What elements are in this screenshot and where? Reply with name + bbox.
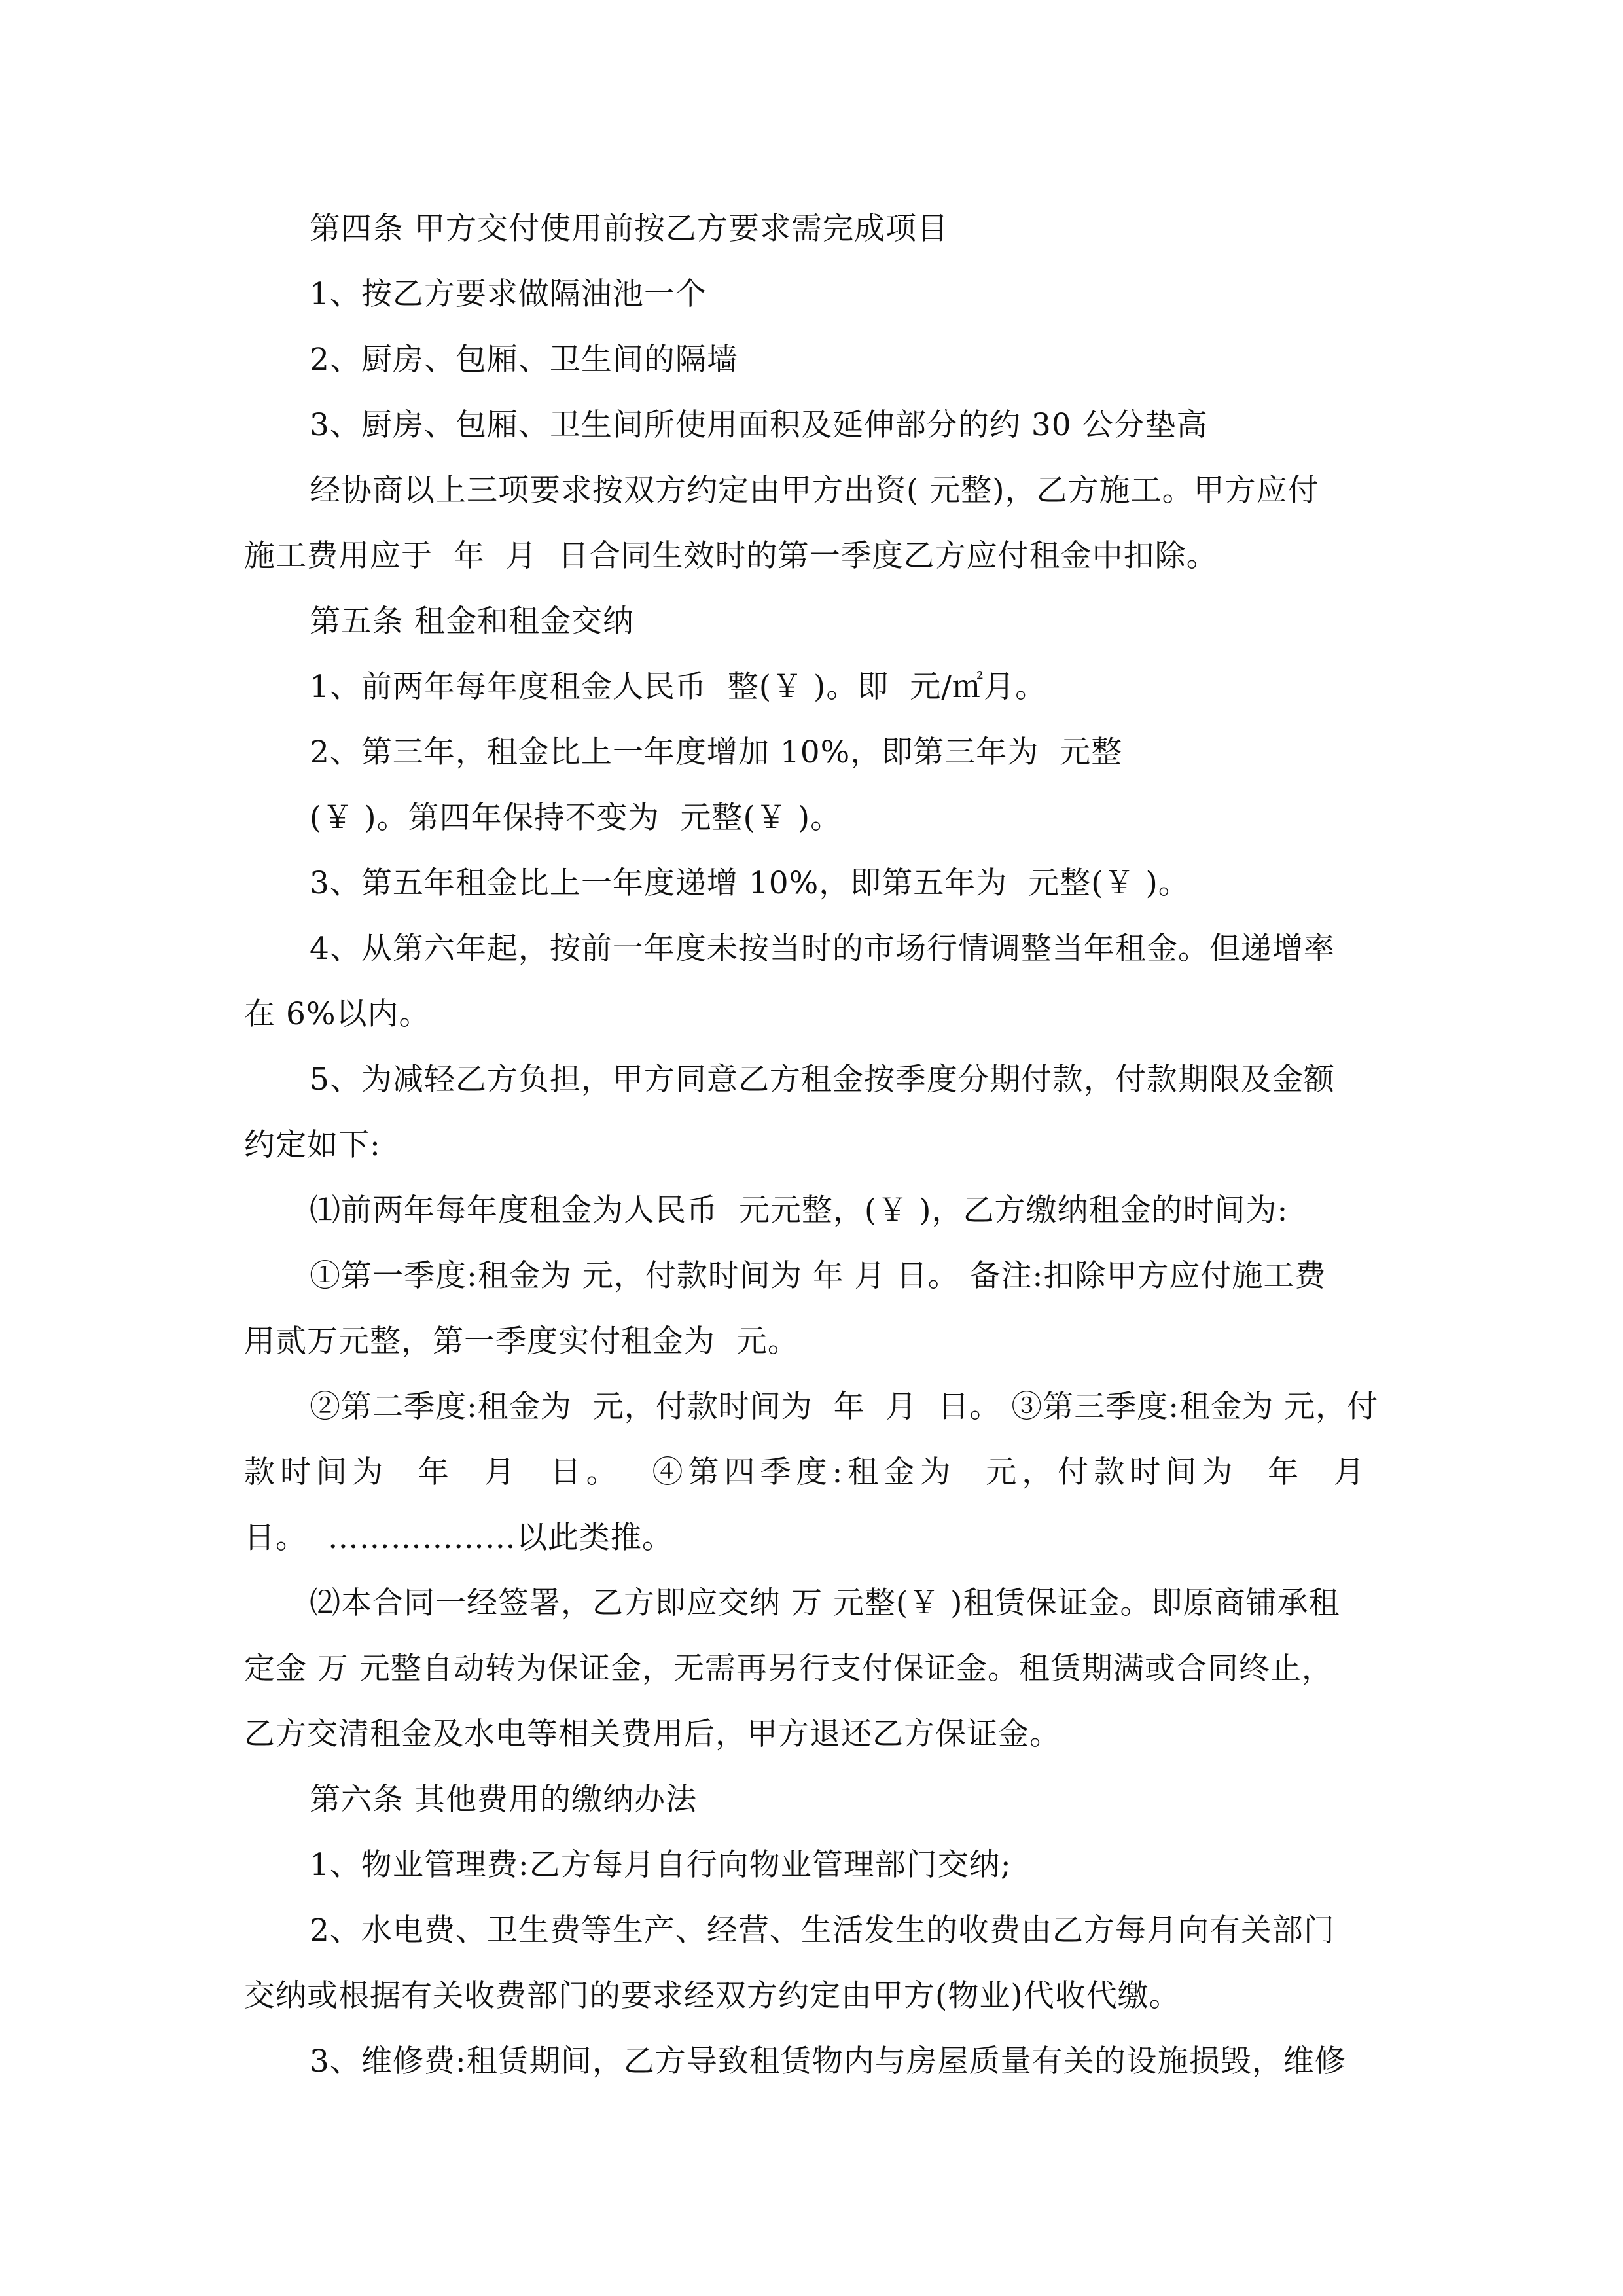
text-line: 2、第三年，租金比上一年度增加 10%，即第三年为 元整 bbox=[310, 734, 1123, 770]
document-body bbox=[244, 196, 1422, 2094]
text-line: 3、维修费:租赁期间，乙方导致租赁物内与房屋质量有关的设施损毁，维修 bbox=[310, 2043, 1346, 2079]
text-line: 施工费用应于 年 月 日合同生效时的第一季度乙方应付租金中扣除。 bbox=[244, 538, 1218, 574]
text-line: 3、厨房、包厢、卫生间所使用面积及延伸部分的约 30 公分垫高 bbox=[310, 407, 1208, 443]
text-line: 乙方交清租金及水电等相关费用后，甲方退还乙方保证金。 bbox=[244, 1716, 1061, 1752]
text-line: 款时间为 年 月 日。 ④第四季度:租金为 元，付款时间为 年 月 bbox=[244, 1454, 1370, 1490]
text-line: ②第二季度:租金为 元，付款时间为 年 月 日。 ③第三季度:租金为 元，付 bbox=[310, 1389, 1379, 1425]
text-line: ⑴前两年每年度租金为人民币 元元整，(￥ )，乙方缴纳租金的时间为: bbox=[310, 1193, 1289, 1229]
text-line: ①第一季度:租金为 元，付款时间为 年 月 日。 备注:扣除甲方应付施工费 bbox=[310, 1258, 1327, 1294]
text-line: 1、按乙方要求做隔油池一个 bbox=[310, 276, 707, 312]
text-line: 3、第五年租金比上一年度递增 10%，即第五年为 元整(￥ )。 bbox=[310, 865, 1190, 901]
text-line: 定金 万 元整自动转为保证金，无需再另行支付保证金。租赁期满或合同终止， bbox=[244, 1651, 1333, 1687]
text-line: 第五条 租金和租金交纳 bbox=[310, 603, 634, 639]
text-line: 交纳或根据有关收费部门的要求经双方约定由甲方(物业)代收代缴。 bbox=[244, 1978, 1181, 2014]
text-line: ⑵本合同一经签署，乙方即应交纳 万 元整(￥ )租赁保证金。即原商铺承租 bbox=[310, 1585, 1340, 1621]
text-line: 1、前两年每年度租金人民币 整(￥ )。即 元/㎡月。 bbox=[310, 669, 1047, 705]
text-line: 第四条 甲方交付使用前按乙方要求需完成项目 bbox=[310, 211, 948, 247]
text-line: 用贰万元整，第一季度实付租金为 元。 bbox=[244, 1323, 799, 1359]
text-line: 2、水电费、卫生费等生产、经营、生活发生的收费由乙方每月向有关部门 bbox=[310, 1912, 1335, 1948]
text-line: 第六条 其他费用的缴纳办法 bbox=[310, 1782, 697, 1818]
text-line: 日。 ………………以此类推。 bbox=[244, 1520, 673, 1556]
text-line: 1、物业管理费:乙方每月自行向物业管理部门交纳; bbox=[310, 1847, 1012, 1883]
text-line: 经协商以上三项要求按双方约定由甲方出资( 元整)，乙方施工。甲方应付 bbox=[310, 473, 1319, 509]
text-line: (￥ )。第四年保持不变为 元整(￥ )。 bbox=[310, 800, 842, 836]
text-line: 在 6%以内。 bbox=[244, 996, 431, 1032]
text-line: 2、厨房、包厢、卫生间的隔墙 bbox=[310, 342, 738, 378]
text-line: 约定如下: bbox=[244, 1127, 381, 1163]
text-line: 5、为减轻乙方负担，甲方同意乙方租金按季度分期付款，付款期限及金额 bbox=[310, 1062, 1335, 1098]
text-line: 4、从第六年起，按前一年度未按当时的市场行情调整当年租金。但递增率 bbox=[310, 931, 1335, 967]
